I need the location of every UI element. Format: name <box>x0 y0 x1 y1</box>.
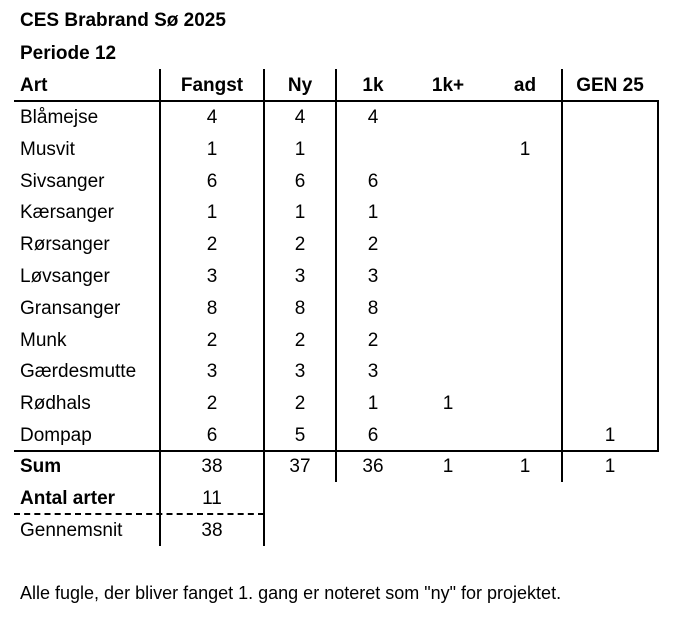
count-cell-fangst: 2 <box>206 234 218 255</box>
gennemsnit-value: 38 <box>201 520 223 541</box>
antal-arter-label: Antal arter <box>20 488 116 509</box>
count-cell-1k-plus: 1 <box>442 393 454 414</box>
count-cell-1k: 6 <box>367 425 379 446</box>
count-cell-1k: 3 <box>367 266 379 287</box>
species-name: Rørsanger <box>20 234 110 255</box>
count-cell-ny: 2 <box>294 234 306 255</box>
count-cell-ny: 1 <box>294 202 306 223</box>
sum-cell-1k: 36 <box>362 456 384 477</box>
count-cell-ny: 3 <box>294 361 306 382</box>
count-cell-fangst: 3 <box>206 266 218 287</box>
count-cell-1k: 2 <box>367 234 379 255</box>
species-name: Musvit <box>20 139 75 160</box>
count-cell-fangst: 2 <box>206 330 218 351</box>
count-cell-ny: 3 <box>294 266 306 287</box>
col-header-1k: 1k <box>362 75 384 96</box>
report-subtitle: Periode 12 <box>20 43 117 64</box>
species-name: Blåmejse <box>20 107 99 128</box>
antal-dashed-line <box>14 513 264 515</box>
species-name: Munk <box>20 330 67 351</box>
count-cell-ny: 1 <box>294 139 306 160</box>
count-cell-1k: 6 <box>367 171 379 192</box>
count-cell-ny: 4 <box>294 107 306 128</box>
sum-label: Sum <box>20 456 62 477</box>
count-cell-ny: 6 <box>294 171 306 192</box>
count-cell-fangst: 2 <box>206 393 218 414</box>
header-separator-left <box>159 69 161 546</box>
col-sep-ny-1k <box>335 69 337 482</box>
col-header-ny: Ny <box>287 75 313 96</box>
count-cell-fangst: 8 <box>206 298 218 319</box>
sum-topline <box>14 450 659 452</box>
table-right-border <box>657 101 659 451</box>
species-name: Kærsanger <box>20 202 114 223</box>
report-title: CES Brabrand Sø 2025 <box>20 10 226 31</box>
count-cell-1k: 2 <box>367 330 379 351</box>
antal-arter-value: 11 <box>202 488 222 509</box>
sum-cell-fangst: 38 <box>201 456 223 477</box>
count-cell-1k: 3 <box>367 361 379 382</box>
count-cell-ny: 5 <box>294 425 306 446</box>
species-name: Rødhals <box>20 393 91 414</box>
sum-cell-ad: 1 <box>519 456 531 477</box>
count-cell-ny: 8 <box>294 298 306 319</box>
species-name: Løvsanger <box>20 266 110 287</box>
col-sep-fangst-ny <box>263 69 265 546</box>
sum-cell-gen-25: 1 <box>604 456 616 477</box>
col-header-art: Art <box>20 75 48 96</box>
count-cell-ny: 2 <box>294 393 306 414</box>
count-cell-gen-25: 1 <box>604 425 616 446</box>
count-cell-1k: 1 <box>367 202 379 223</box>
col-header-fangst: Fangst <box>180 75 244 96</box>
col-sep-ad-gen <box>561 69 563 482</box>
col-header-ad: ad <box>513 75 537 96</box>
sum-cell-1k-plus: 1 <box>442 456 454 477</box>
header-underline <box>14 100 659 102</box>
col-header-gen-25: GEN 25 <box>576 75 644 96</box>
count-cell-1k: 8 <box>367 298 379 319</box>
count-cell-fangst: 6 <box>206 171 218 192</box>
species-name: Sivsanger <box>20 171 105 192</box>
species-name: Gærdesmutte <box>20 361 137 382</box>
count-cell-fangst: 4 <box>206 107 218 128</box>
count-cell-1k: 1 <box>367 393 379 414</box>
count-cell-ad: 1 <box>519 139 531 160</box>
col-header-1k-plus: 1k+ <box>431 75 465 96</box>
count-cell-fangst: 3 <box>206 361 218 382</box>
count-cell-fangst: 1 <box>206 139 218 160</box>
footnote: Alle fugle, der bliver fanget 1. gang er noteret som "ny" for projektet. <box>20 583 562 603</box>
count-cell-ny: 2 <box>294 330 306 351</box>
gennemsnit-label: Gennemsnit <box>20 520 123 541</box>
species-name: Dompap <box>20 425 92 446</box>
count-cell-1k: 4 <box>367 107 379 128</box>
species-name: Gransanger <box>20 298 121 319</box>
sum-cell-ny: 37 <box>289 456 311 477</box>
count-cell-fangst: 6 <box>206 425 218 446</box>
count-cell-fangst: 1 <box>206 202 218 223</box>
